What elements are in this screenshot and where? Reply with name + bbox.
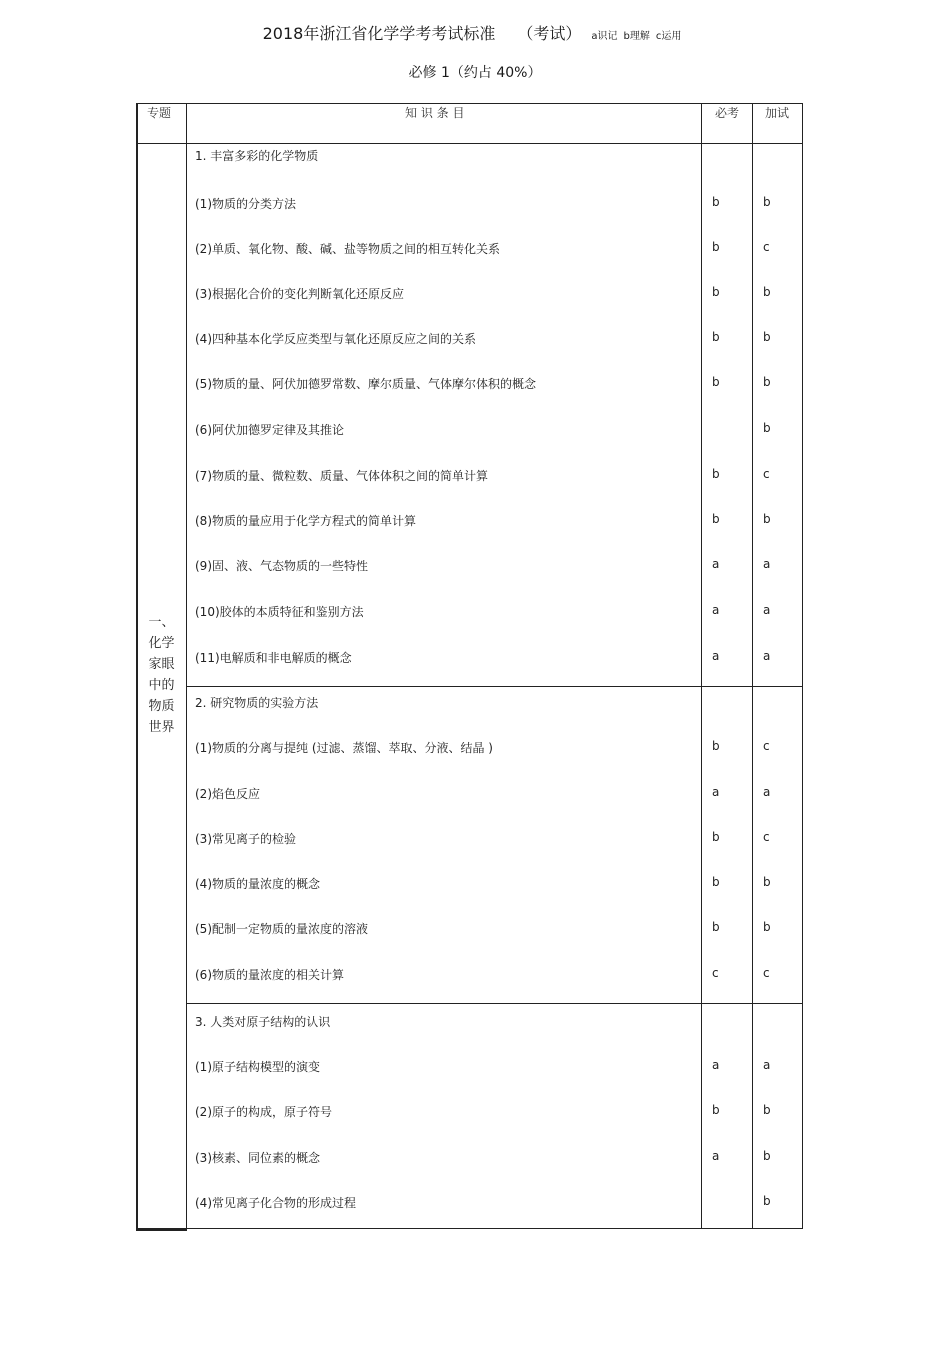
topic-line: 物质: [148, 699, 175, 714]
additional-level: a: [763, 785, 771, 799]
additional-level: b: [763, 375, 771, 389]
knowledge-item: (6)阿伏加德罗定律及其推论: [195, 423, 344, 437]
required-level: b: [712, 195, 720, 209]
knowledge-item: 3. 人类对原子结构的认识: [195, 1015, 331, 1029]
topic-line: 一、: [148, 615, 175, 630]
knowledge-item: (10)胶体的本质特征和鉴别方法: [195, 605, 364, 619]
additional-level: c: [763, 966, 770, 980]
knowledge-item: (1)物质的分离与提纯 (过滤、蒸馏、萃取、分液、结晶 ): [195, 741, 493, 755]
required-level: b: [712, 375, 720, 389]
additional-level: c: [763, 240, 770, 254]
additional-level: b: [763, 875, 771, 889]
column-divider-required: [752, 103, 753, 1229]
knowledge-item: (5)物质的量、阿伏加德罗常数、摩尔质量、气体摩尔体积的概念: [195, 377, 537, 391]
knowledge-item: (4)物质的量浓度的概念: [195, 877, 320, 891]
additional-level: b: [763, 195, 771, 209]
topic-line: 家眼: [148, 657, 175, 672]
col-header-topic: 专题: [147, 106, 172, 120]
additional-level: a: [763, 557, 771, 571]
legend-c: c运用: [655, 31, 682, 42]
additional-level: b: [763, 421, 771, 435]
required-level: b: [712, 240, 720, 254]
topic-line: 世界: [148, 720, 175, 735]
knowledge-item: (3)根据化合价的变化判断氧化还原反应: [195, 287, 404, 301]
section-divider-2: [187, 1003, 803, 1004]
level-legend: [591, 31, 687, 42]
required-level: a: [712, 1149, 720, 1163]
exam-label: （考试）: [517, 24, 582, 43]
col-header-additional: 加试: [765, 106, 790, 120]
knowledge-item: 2. 研究物质的实验方法: [195, 696, 319, 710]
required-level: b: [712, 1103, 720, 1117]
additional-level: b: [763, 1103, 771, 1117]
knowledge-item: (5)配制一定物质的量浓度的溶液: [195, 922, 368, 936]
table-border-bottom: [187, 1228, 803, 1229]
table-header-divider: [136, 143, 803, 144]
required-level: b: [712, 920, 720, 934]
knowledge-item: (2)原子的构成，原子符号: [195, 1105, 332, 1119]
section-divider-1: [187, 686, 803, 687]
knowledge-item: (1)物质的分类方法: [195, 197, 296, 211]
additional-level: b: [763, 1149, 771, 1163]
page-title: [0, 21, 950, 44]
additional-level: a: [763, 1058, 771, 1072]
knowledge-item: (3)常见离子的检验: [195, 832, 296, 846]
required-level: b: [712, 739, 720, 753]
topic-cell: [137, 612, 186, 738]
required-level: b: [712, 467, 720, 481]
col-header-knowledge: 知 识 条 目: [405, 106, 465, 120]
title-text: 2018年浙江省化学学考考试标准: [262, 24, 496, 43]
knowledge-item: 1. 丰富多彩的化学物质: [195, 149, 319, 163]
additional-level: b: [763, 512, 771, 526]
table-border-right: [802, 103, 803, 1229]
additional-level: c: [763, 467, 770, 481]
legend-b: b理解: [623, 31, 650, 42]
knowledge-item: (4)常见离子化合物的形成过程: [195, 1196, 356, 1210]
required-level: b: [712, 330, 720, 344]
required-level: c: [712, 966, 719, 980]
additional-level: b: [763, 285, 771, 299]
required-level: b: [712, 285, 720, 299]
required-level: b: [712, 875, 720, 889]
knowledge-item: (4)四种基本化学反应类型与氧化还原反应之间的关系: [195, 332, 477, 346]
knowledge-item: (11)电解质和非电解质的概念: [195, 651, 352, 665]
knowledge-item: (8)物质的量应用于化学方程式的简单计算: [195, 514, 416, 528]
table-border-top: [136, 103, 803, 104]
knowledge-item: (7)物质的量、微粒数、质量、气体体积之间的简单计算: [195, 469, 489, 483]
page-subtitle: 必修 1（约占 40%）: [408, 65, 542, 81]
topic-line: 中的: [148, 678, 175, 693]
topic-line: 化学: [148, 636, 175, 651]
required-level: a: [712, 785, 720, 799]
column-divider-knowledge: [701, 103, 702, 1229]
required-level: b: [712, 512, 720, 526]
required-level: a: [712, 557, 720, 571]
additional-level: b: [763, 920, 771, 934]
additional-level: c: [763, 830, 770, 844]
knowledge-item: (2)单质、氧化物、酸、碱、盐等物质之间的相互转化关系: [195, 242, 501, 256]
additional-level: a: [763, 603, 771, 617]
additional-level: a: [763, 649, 771, 663]
required-level: a: [712, 1058, 720, 1072]
column-divider-topic: [186, 103, 187, 1230]
required-level: b: [712, 830, 720, 844]
additional-level: b: [763, 330, 771, 344]
additional-level: c: [763, 739, 770, 753]
knowledge-item: (6)物质的量浓度的相关计算: [195, 968, 344, 982]
knowledge-item: (2)焰色反应: [195, 787, 260, 801]
knowledge-item: (1)原子结构模型的演变: [195, 1060, 320, 1074]
legend-a: a识记: [591, 31, 618, 42]
required-level: a: [712, 603, 720, 617]
knowledge-item: (3)核素、同位素的概念: [195, 1151, 320, 1165]
table-border-bottom-topic: [136, 1228, 187, 1231]
knowledge-item: (9)固、液、气态物质的一些特性: [195, 559, 368, 573]
additional-level: b: [763, 1194, 771, 1208]
col-header-required: 必考: [715, 106, 740, 120]
required-level: a: [712, 649, 720, 663]
